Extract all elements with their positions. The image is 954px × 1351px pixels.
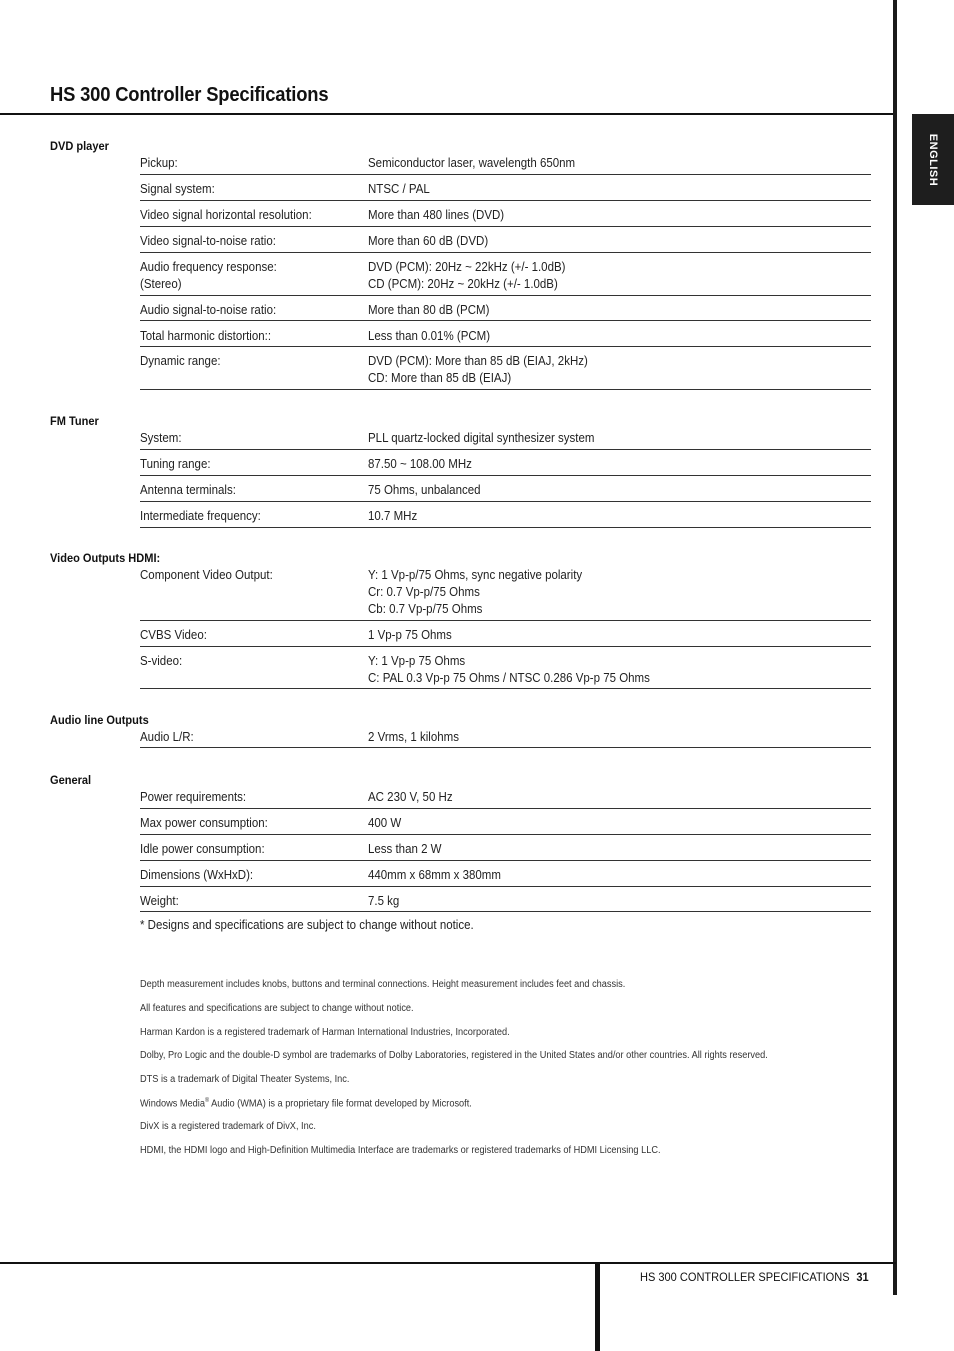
- spec-value: Y: 1 Vp-p/75 Ohms, sync negative polarity Cr: 0.7 Vp-p/75 Ohms Cb: 0.7 Vp-p/75 Ohms: [368, 568, 583, 616]
- spec-key: Audio frequency response: (Stereo): [140, 260, 277, 291]
- spec-row: [140, 789, 871, 809]
- spec-row: [140, 259, 871, 296]
- spec-key: Antenna terminals:: [140, 483, 236, 497]
- spec-value: 400 W: [368, 816, 402, 830]
- spec-row: [140, 430, 871, 450]
- spec-value: DVD (PCM): More than 85 dB (EIAJ, 2kHz) CD: More than 85 dB (EIAJ): [368, 354, 588, 385]
- section-label-fm-tuner: FM Tuner: [50, 414, 99, 428]
- spec-row: [140, 653, 871, 689]
- spec-key: Dimensions (WxHxD):: [140, 868, 254, 882]
- footer-vertical-bar: [595, 1262, 600, 1351]
- spec-value: Semiconductor laser, wavelength 650nm: [368, 156, 576, 170]
- spec-value: 2 Vrms, 1 kilohms: [368, 730, 459, 744]
- spec-row: [140, 353, 871, 390]
- spec-row: [140, 456, 871, 476]
- spec-value: More than 80 dB (PCM): [368, 303, 490, 317]
- spec-value: NTSC / PAL: [368, 182, 430, 196]
- spec-key: Audio L/R:: [140, 730, 194, 744]
- spec-value: PLL quartz-locked digital synthesizer system: [368, 431, 595, 445]
- spec-key: System:: [140, 431, 182, 445]
- spec-key: Video signal-to-noise ratio:: [140, 234, 276, 248]
- spec-key: Max power consumption:: [140, 816, 268, 830]
- spec-row: [140, 508, 871, 528]
- section-label-general: General: [50, 773, 92, 787]
- footnote: All features and specifications are subject to change without notice.: [140, 1003, 414, 1014]
- spec-key: Video signal horizontal resolution:: [140, 208, 312, 222]
- spec-value: More than 480 lines (DVD): [368, 208, 505, 222]
- spec-row: [140, 867, 871, 887]
- spec-key: Audio signal-to-noise ratio:: [140, 303, 277, 317]
- footnote: Depth measurement includes knobs, buttons and terminal connections. Height measurement includes feet and chassis.: [140, 979, 626, 990]
- spec-key: Component Video Output:: [140, 568, 273, 582]
- section-label-video-outputs: Video Outputs HDMI:: [50, 551, 161, 565]
- spec-row: [140, 181, 871, 201]
- footnote: DivX is a registered trademark of DivX, Inc.: [140, 1121, 316, 1132]
- spec-row: [140, 302, 871, 321]
- spec-row: [140, 567, 871, 621]
- page-number: 31: [856, 1270, 869, 1284]
- spec-value: 440mm x 68mm x 380mm: [368, 868, 501, 882]
- right-margin-bar: [893, 0, 897, 1295]
- spec-row: [140, 841, 871, 861]
- language-tab-label: ENGLISH: [927, 133, 939, 186]
- spec-key: S-video:: [140, 654, 183, 668]
- spec-row: [140, 729, 871, 748]
- footnote: DTS is a trademark of Digital Theater Systems, Inc.: [140, 1074, 350, 1085]
- spec-key: CVBS Video:: [140, 628, 207, 642]
- spec-value: 7.5 kg: [368, 894, 400, 908]
- spec-value: 75 Ohms, unbalanced: [368, 483, 481, 497]
- spec-key: Power requirements:: [140, 790, 247, 804]
- footnote-text: Audio (WMA) is a proprietary file format developed by Microsoft.: [209, 1098, 472, 1110]
- spec-key: Total harmonic distortion::: [140, 329, 272, 343]
- page-title: HS 300 Controller Specifications: [50, 84, 329, 106]
- spec-row: [140, 627, 871, 647]
- language-tab: [912, 114, 954, 205]
- footnote: Dolby, Pro Logic and the double-D symbol are trademarks of Dolby Laboratories, registered in the United States and/or other countries. All rights reserved.: [140, 1050, 768, 1061]
- section-label-audio-line-outputs: Audio line Outputs: [50, 713, 149, 727]
- registered-mark: ®: [204, 1098, 210, 1104]
- specifications-notice: * Designs and specifications are subject to change without notice.: [140, 918, 474, 932]
- spec-row: [140, 482, 871, 502]
- spec-value: DVD (PCM): 20Hz ~ 22kHz (+/- 1.0dB) CD (PCM): 20Hz ~ 20kHz (+/- 1.0dB): [368, 260, 566, 291]
- spec-row: [140, 815, 871, 835]
- spec-key: Dynamic range:: [140, 354, 221, 368]
- spec-value: Less than 2 W: [368, 842, 442, 856]
- spec-value: 10.7 MHz: [368, 509, 418, 523]
- spec-value: Less than 0.01% (PCM): [368, 329, 491, 343]
- spec-value: More than 60 dB (DVD): [368, 234, 489, 248]
- section-label-dvd-player: DVD player: [50, 139, 109, 153]
- footer-rule: [0, 1262, 896, 1264]
- footnote-text: Windows Media: [140, 1098, 205, 1110]
- title-rule: [0, 113, 896, 115]
- spec-row: [140, 233, 871, 253]
- spec-key: Intermediate frequency:: [140, 509, 261, 523]
- spec-row: [140, 155, 871, 175]
- spec-row: [140, 207, 871, 227]
- spec-value: Y: 1 Vp-p 75 Ohms C: PAL 0.3 Vp-p 75 Ohms / NTSC 0.286 Vp-p 75 Ohms: [368, 654, 650, 685]
- spec-key: Idle power consumption:: [140, 842, 265, 856]
- spec-key: Weight:: [140, 894, 179, 908]
- spec-key: Pickup:: [140, 156, 178, 170]
- spec-value: 1 Vp-p 75 Ohms: [368, 628, 452, 642]
- footnote: Harman Kardon is a registered trademark of Harman International Industries, Incorporated.: [140, 1027, 510, 1038]
- spec-key: Signal system:: [140, 182, 215, 196]
- footnote: HDMI, the HDMI logo and High-Definition Multimedia Interface are trademarks or registered trademarks of HDMI Licensing LLC.: [140, 1145, 661, 1156]
- footnote: [140, 1098, 472, 1109]
- footer-title: HS 300 CONTROLLER SPECIFICATIONS: [640, 1270, 850, 1284]
- spec-value: 87.50 ~ 108.00 MHz: [368, 457, 472, 471]
- spec-value: AC 230 V, 50 Hz: [368, 790, 453, 804]
- spec-row: [140, 893, 871, 912]
- page-footer: [640, 1270, 869, 1284]
- spec-row: [140, 328, 871, 347]
- spec-key: Tuning range:: [140, 457, 211, 471]
